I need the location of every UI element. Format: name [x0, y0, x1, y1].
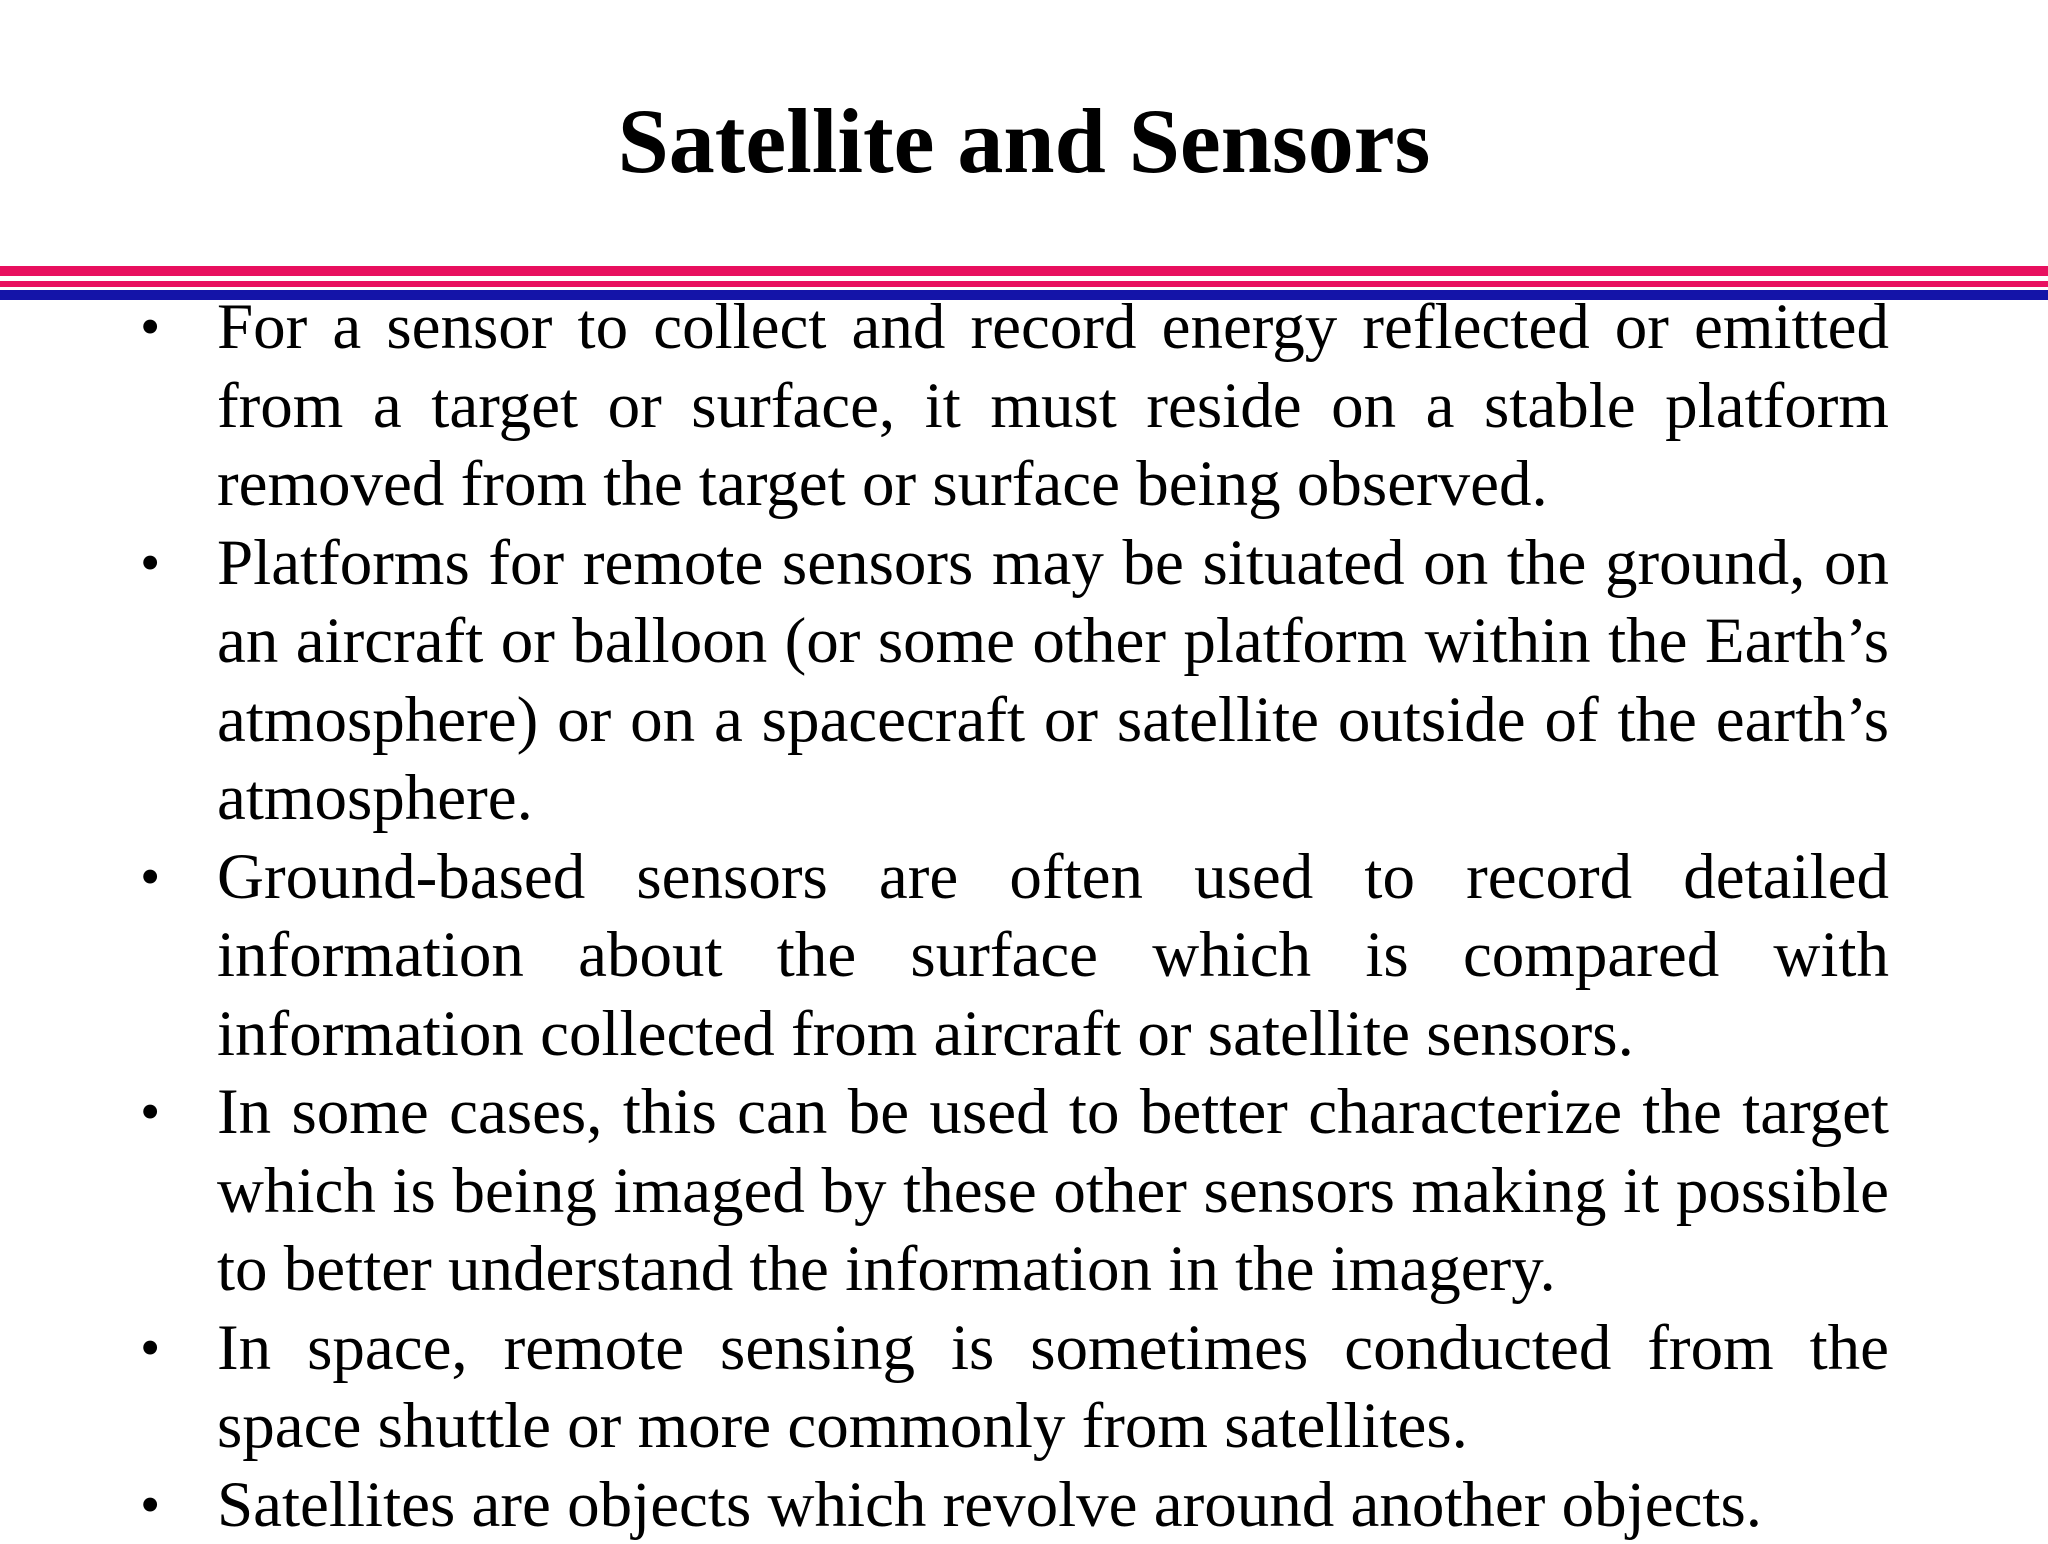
bullet-item: [0, 1073, 1889, 1309]
bullet-text: Platforms for remote sensors may be situated on the ground, on an aircraft or balloon (or some other platform within the Earth’s atmosphere) or on a spacecraft or satellite outside of the earth’s atmosphere.: [217, 524, 1889, 838]
divider-red-stripe-top: [0, 266, 2048, 276]
bullet-list: [0, 288, 2048, 1544]
bullet-text: For a sensor to collect and record energy reflected or emitted from a target or surface, it must reside on a stable platform removed from the target or surface being observed.: [217, 288, 1889, 524]
bullet-icon: •: [140, 838, 160, 917]
slide-title: Satellite and Sensors: [0, 86, 2048, 196]
bullet-icon: •: [140, 524, 160, 603]
bullet-item: [0, 838, 1889, 1074]
bullet-text: In space, remote sensing is sometimes conducted from the space shuttle or more commonly from satellites.: [217, 1309, 1889, 1466]
bullet-item: [0, 1309, 1889, 1466]
bullet-text: Satellites are objects which revolve around another objects.: [217, 1466, 1889, 1544]
bullet-icon: •: [140, 1309, 160, 1388]
bullet-item: [0, 1466, 1889, 1544]
bullet-text: Ground-based sensors are often used to record detailed information about the surface which is compared with information collected from aircraft or satellite sensors.: [217, 838, 1889, 1074]
bullet-text: In some cases, this can be used to better characterize the target which is being imaged by these other sensors making it possible to better understand the information in the imagery.: [217, 1073, 1889, 1309]
bullet-item: [0, 524, 1889, 838]
bullet-icon: •: [140, 288, 160, 367]
bullet-item: [0, 288, 1889, 524]
bullet-icon: •: [140, 1073, 160, 1152]
bullet-icon: •: [140, 1466, 160, 1544]
